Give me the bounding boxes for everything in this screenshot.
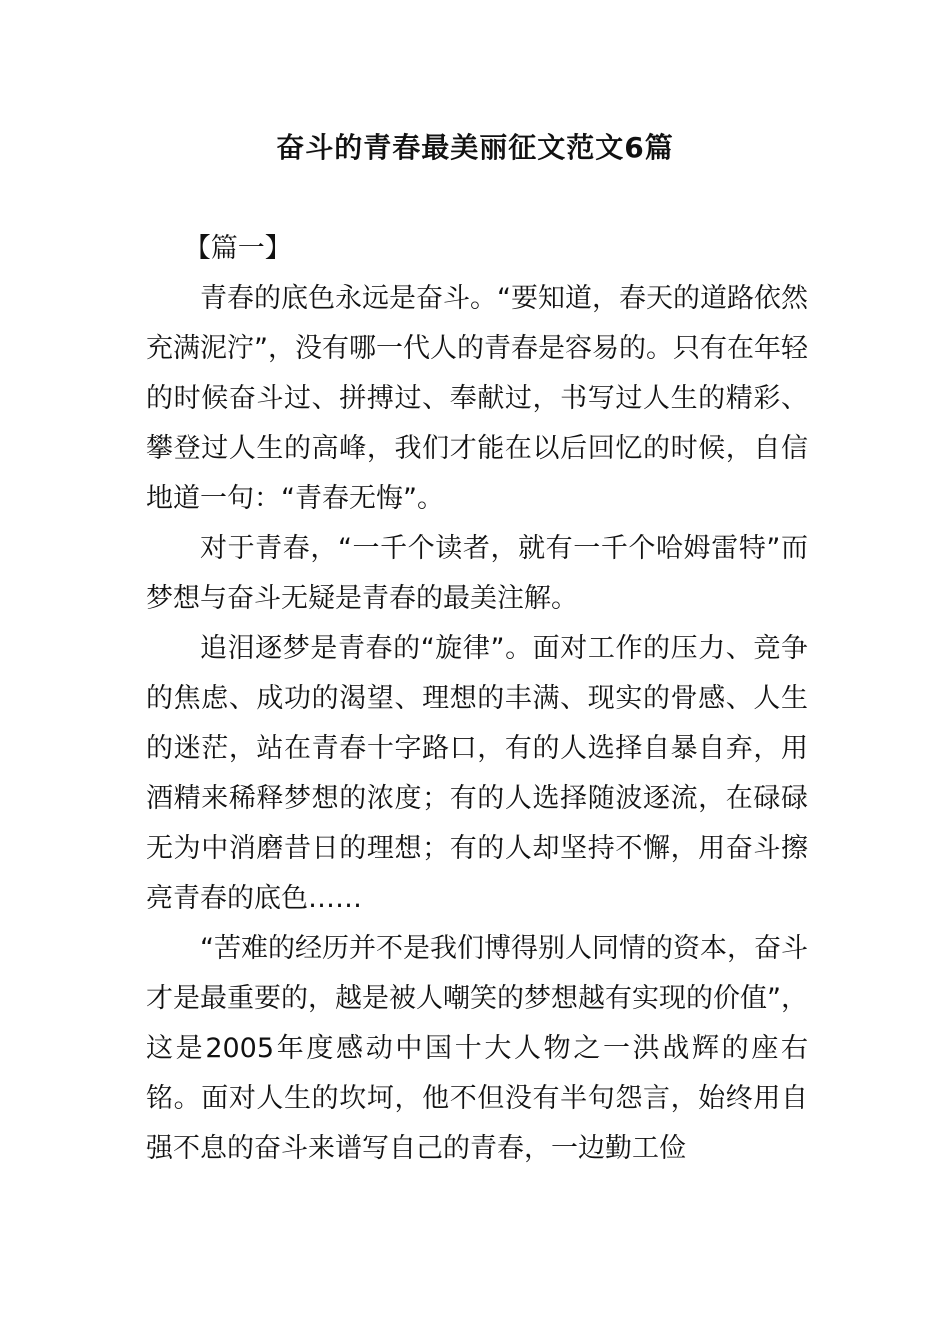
document-title: 奋斗的青春最美丽征文范文6篇 xyxy=(276,131,674,164)
paragraph-3: 追泪逐梦是青春的“旋律”。面对工作的压力、竞争的焦虑、成功的渴望、理想的丰满、现实的骨感、人生的迷茫，站在青春十字路口，有的人选择自暴自弃，用酒精来稀释梦想的浓度；有的人选择随波逐流，在碌碌无为中消磨昔日的理想；有的人却坚持不懈，用奋斗擦亮青春的底色…… xyxy=(146,633,808,914)
paragraph-2: 对于青春，“一千个读者，就有一千个哈姆雷特”而梦想与奋斗无疑是青春的最美注解。 xyxy=(146,533,808,614)
section-label: 【篇一】 xyxy=(183,233,292,264)
document-body xyxy=(146,224,808,1174)
paragraph-4: “苦难的经历并不是我们博得别人同情的资本，奋斗才是最重要的，越是被人嘲笑的梦想越有实现的价值”，这是2005年度感动中国十大人物之一洪战辉的座右铭。面对人生的坎坷，他不但没有半句怨言，始终用自强不息的奋斗来谱写自己的青春，一边勤工俭 xyxy=(146,933,808,1164)
paragraph-1: 青春的底色永远是奋斗。“要知道，春天的道路依然充满泥泞”，没有哪一代人的青春是容易的。只有在年轻的时候奋斗过、拼搏过、奉献过，书写过人生的精彩、攀登过人生的高峰，我们才能在以后回忆的时候，自信地道一句：“青春无悔”。 xyxy=(146,283,808,514)
